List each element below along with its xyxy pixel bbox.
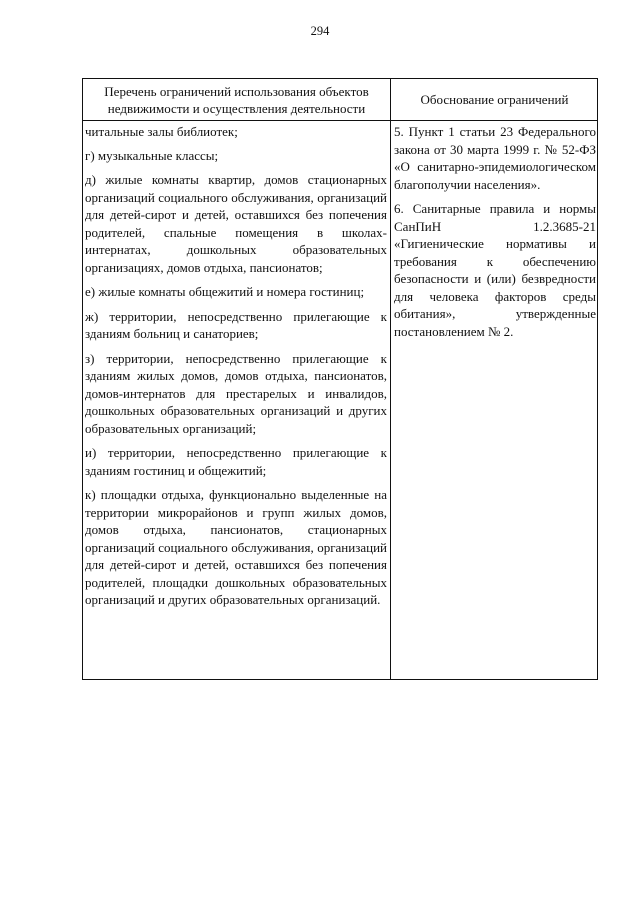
restrictions-table — [82, 78, 598, 680]
restriction-item: ж) территории, непосредственно прилегающие к зданиям больниц и санаториев; — [85, 308, 387, 341]
restriction-item: и) территории, непосредственно прилегающие к зданиям гостиниц и общежитий; — [85, 445, 387, 478]
page-number: 294 — [310, 24, 330, 38]
column-divider — [390, 79, 391, 679]
restriction-item: е) жилые комнаты общежитий и номера гостиниц; — [85, 284, 365, 299]
justification-item: 6. Санитарные правила и нормы СанПиН 1.2.3685-21 «Гигиенические нормативы и требования к обеспечению безопасности и (или) безвредности для человека факторов среды обитания», утвержденные постановлением № 2. — [394, 201, 596, 339]
restriction-item: г) музыкальные классы; — [85, 147, 219, 163]
restrictions-column — [85, 123, 387, 616]
restriction-item: читальные залы библиотек; — [85, 124, 238, 139]
header-divider — [83, 120, 597, 121]
header-restrictions-list: Перечень ограничений использования объектов недвижимости и осуществления деятельности — [104, 84, 369, 116]
restriction-item: з) территории, непосредственно прилегающие к зданиям жилых домов, домов отдыха, пансионатов, домов-интернатов для престарелых и инвалидов, дошкольных образовательных организаций и других образовательных организаций; — [85, 350, 387, 436]
header-justification: Обоснование ограничений — [420, 91, 569, 107]
restriction-item: к) площадки отдыха, функционально выделенные на территории микрорайонов и групп жилых домов, домов отдыха, пансионатов, стационарных организаций социального обслуживания, организаций для детей-сирот и детей, оставшихся без попечения родителей, площадки дошкольных образовательных организаций и других образовательных организаций. — [85, 487, 387, 607]
restriction-item: д) жилые комнаты квартир, домов стационарных организаций социального обслуживания, организаций для детей-сирот и детей, оставшихся без попечения родителей, спальные помещения в школах-интернатах, дошкольных образовательных организациях, домов отдыха, пансионатов; — [85, 172, 387, 275]
justification-column — [394, 123, 596, 347]
justification-item: 5. Пункт 1 статьи 23 Федерального закона от 30 марта 1999 г. № 52-ФЗ «О санитарно-эпидемиологическом благополучии населения». — [394, 124, 596, 192]
